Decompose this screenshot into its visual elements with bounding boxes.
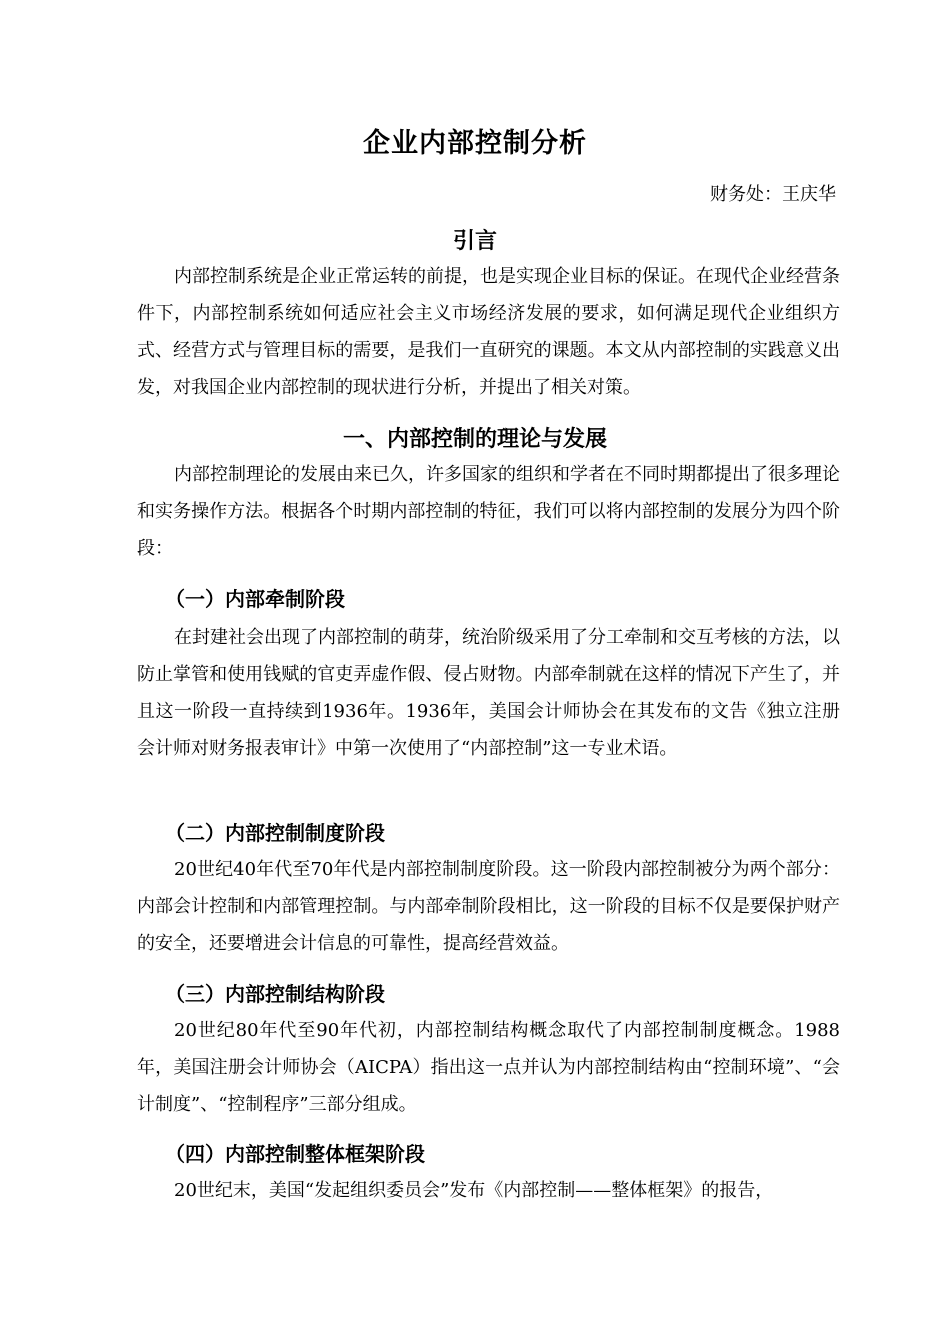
- author-line: 财务处：王庆华: [710, 184, 836, 205]
- stage2-paragraph: 20世纪40年代至70年代是内部控制制度阶段。这一阶段内部控制被分为两个部分：内部会计控制和内部管理控制。与内部牵制阶段相比，这一阶段的目标不仅是要保护财产的安全，还要增进会计信息的可靠性，提高经营效益。: [137, 859, 840, 954]
- stage4-paragraph: 20世纪末，美国“发起组织委员会”发布《内部控制——整体框架》的报告，: [174, 1180, 774, 1201]
- stage1-heading: （一）内部牵制阶段: [165, 587, 345, 611]
- document-title: 企业内部控制分析: [363, 128, 587, 159]
- stage2-heading: （二）内部控制制度阶段: [165, 821, 385, 845]
- section1-paragraph: 内部控制理论的发展由来已久，许多国家的组织和学者在不同时期都提出了很多理论和实务操作方法。根据各个时期内部控制的特征，我们可以将内部控制的发展分为四个阶段：: [137, 464, 840, 559]
- section1-heading: 一、内部控制的理论与发展: [342, 426, 607, 452]
- stage3-heading: （三）内部控制结构阶段: [165, 982, 385, 1006]
- stage3-paragraph: 20世纪80年代至90年代初，内部控制结构概念取代了内部控制制度概念。1988年，美国注册会计师协会（AICPA）指出这一点并认为内部控制结构由“控制环境”、“会计制度”、“控制程序”三部分组成。: [137, 1020, 840, 1115]
- stage4-heading: （四）内部控制整体框架阶段: [165, 1142, 425, 1166]
- intro-paragraph: 内部控制系统是企业正常运转的前提，也是实现企业目标的保证。在现代企业经营条件下，内部控制系统如何适应社会主义市场经济发展的要求，如何满足现代企业组织方式、经营方式与管理目标的需要，是我们一直研究的课题。本文从内部控制的实践意义出发，对我国企业内部控制的现状进行分析，并提出了相关对策。: [137, 266, 840, 398]
- intro-heading: 引言: [452, 228, 497, 254]
- stage1-paragraph: 在封建社会出现了内部控制的萌芽，统治阶级采用了分工牵制和交互考核的方法，以防止掌管和使用钱赋的官吏弄虚作假、侵占财物。内部牵制就在这样的情况下产生了，并且这一阶段一直持续到1936年。1936年，美国会计师协会在其发布的文告《独立注册会计师对财务报表审计》中第一次使用了“内部控制”这一专业术语。: [137, 627, 840, 759]
